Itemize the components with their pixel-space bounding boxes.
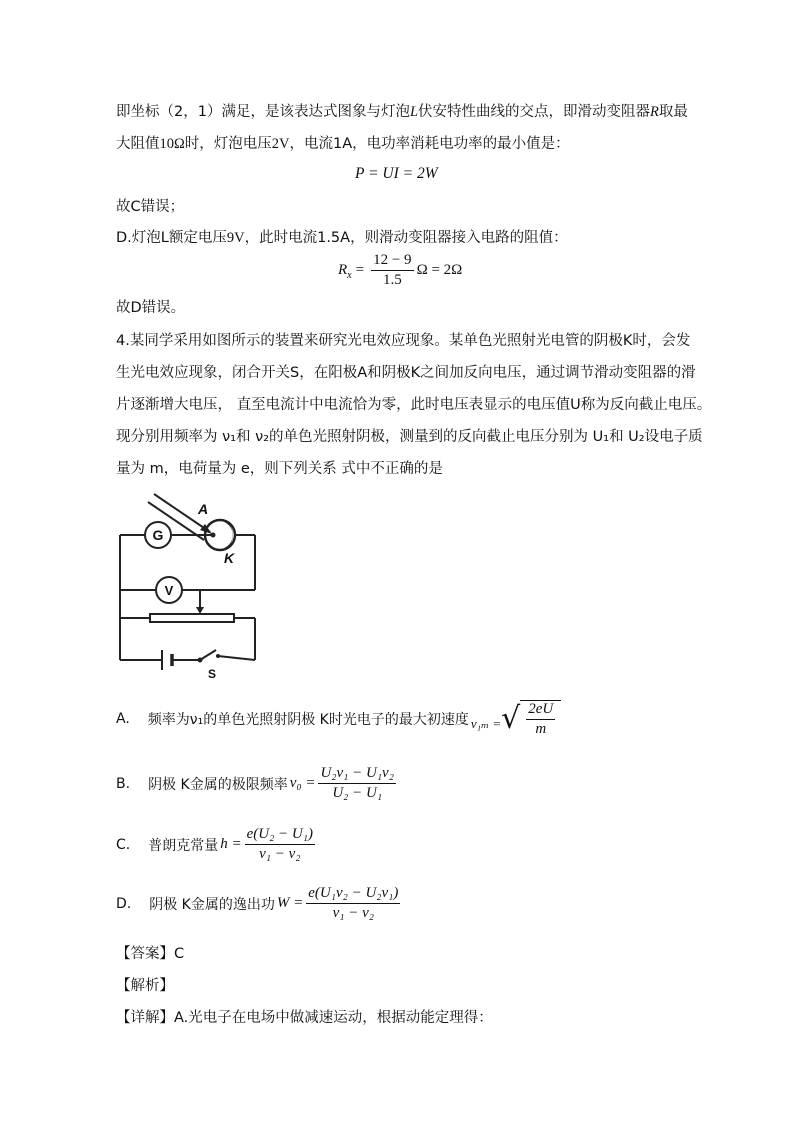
text-segment: D.灯泡L额定电压	[116, 230, 227, 246]
paragraph-line-3: 故C错误；	[116, 199, 185, 215]
answer-line: 【答案】C	[116, 946, 185, 962]
fraction-numerator: e(U₁ν₂ − U₂ν₁)	[306, 885, 400, 904]
fraction-denominator: 1.5	[382, 272, 402, 288]
equation-resistance	[338, 252, 462, 289]
paragraph-line-5: 故D错误。	[116, 300, 186, 316]
sqrt-expression	[501, 700, 561, 738]
sqrt-radicand	[520, 700, 561, 738]
question-4-line-2: 生光电效应现象，闭合开关S，在阳极A和阴极K之间加反向电压，通过调节滑动变阻器的滑	[116, 365, 696, 381]
option-text: 频率为ν₁的单色光照射阴极 K时光电子的最大初速度	[147, 712, 469, 728]
equation-power: P = UI = 2W	[355, 165, 438, 182]
fraction-numerator: 12 − 9	[371, 252, 413, 271]
fraction	[318, 765, 395, 802]
rheostat-icon	[150, 614, 234, 622]
question-4-line-5: 量为 m，电荷量为 e，则下列关系 式中不正确的是	[116, 461, 443, 477]
question-4-line-1: 4.某同学采用如图所示的装置来研究光电效应现象。某单色光照射光电管的阴极K时，会发	[116, 333, 691, 349]
formula-lhs: ν₁ₘ =	[470, 716, 502, 731]
analysis-heading: 【解析】	[116, 978, 174, 994]
fraction	[526, 701, 555, 738]
option-text: 普朗克常量	[148, 837, 219, 854]
fraction-denominator: m	[535, 721, 547, 737]
text-segment: 伏安特性曲线的交点，即滑动变阻器	[418, 104, 651, 120]
label-G: G	[152, 527, 164, 543]
option-label: C.	[116, 836, 131, 853]
var-L: L	[409, 104, 419, 120]
paragraph-line-1	[116, 102, 688, 122]
option-C[interactable]	[116, 826, 318, 863]
text-segment: ，则滑动变阻器接入电路的阻值：	[350, 230, 568, 246]
text-segment: ，电流	[289, 136, 334, 152]
detail-line: 【详解】A.光电子在电场中做减速运动，根据动能定理得：	[116, 1010, 493, 1026]
text-segment: 即坐标（2，1）满足，是该表达式图象与灯泡	[116, 104, 410, 120]
label-V: V	[164, 583, 174, 598]
question-4-line-3: 片逐渐增大电压， 直至电流计中电流恰为零，此时电压表显示的电压值U称为反向截止电压。	[116, 397, 712, 413]
photoelectric-circuit-diagram	[112, 490, 262, 680]
text-segment: 取最	[658, 104, 688, 120]
fraction-numerator: e(U₂ − U₁)	[245, 826, 315, 845]
option-text: 阴极 K金属的极限频率	[148, 776, 288, 793]
text-segment: 时，灯泡电压	[184, 136, 272, 152]
formula-lhs: ν₀ =	[289, 775, 316, 791]
option-D[interactable]	[116, 885, 403, 922]
label-S: S	[208, 667, 217, 680]
eq-equals: =	[355, 262, 365, 278]
eq-lhs: R	[338, 262, 348, 278]
text-segment: ，电功率消耗电功率的最小值是：	[352, 136, 570, 152]
text-segment: ，此时电流	[244, 230, 318, 246]
fraction	[371, 252, 413, 289]
fraction	[245, 826, 315, 863]
text-segment: 大阻值	[116, 136, 160, 152]
option-label: B.	[116, 775, 131, 792]
value-ohm: 10Ω	[159, 136, 185, 152]
sqrt-icon: √	[501, 701, 521, 736]
value-amp: 1.5A	[317, 230, 351, 246]
fraction-numerator: U₂ν₁ − U₁ν₂	[318, 765, 395, 784]
paragraph-line-2	[116, 134, 570, 154]
option-label: A.	[116, 711, 130, 727]
option-B[interactable]	[116, 765, 399, 802]
fraction-denominator: ν₁ − ν₂	[332, 905, 374, 921]
paragraph-line-4	[116, 228, 568, 248]
label-A: A	[198, 501, 209, 517]
option-label: D.	[116, 895, 132, 912]
formula-lhs: h =	[220, 836, 242, 852]
fraction-denominator: U₂ − U₁	[332, 785, 383, 801]
value-amp: 1A	[333, 136, 353, 152]
eq-subscript: x	[347, 270, 352, 281]
option-A[interactable]	[116, 700, 561, 738]
eq-rhs: Ω = 2Ω	[416, 262, 463, 278]
fraction-numerator: 2eU	[526, 701, 555, 720]
fraction	[306, 885, 400, 922]
value-volt: 2V	[271, 136, 290, 152]
value-volt: 9V	[226, 230, 245, 246]
option-text: 阴极 K金属的逸出功	[149, 896, 275, 913]
fraction-denominator: ν₁ − ν₂	[259, 846, 301, 862]
label-K: K	[224, 550, 235, 566]
var-R: R	[650, 104, 659, 120]
question-4-line-4: 现分别用频率为 ν₁和 ν₂的单色光照射阴极，测量到的反向截止电压分别为 U₁和 U₂设电子质	[116, 429, 703, 445]
formula-lhs: W =	[276, 895, 304, 911]
